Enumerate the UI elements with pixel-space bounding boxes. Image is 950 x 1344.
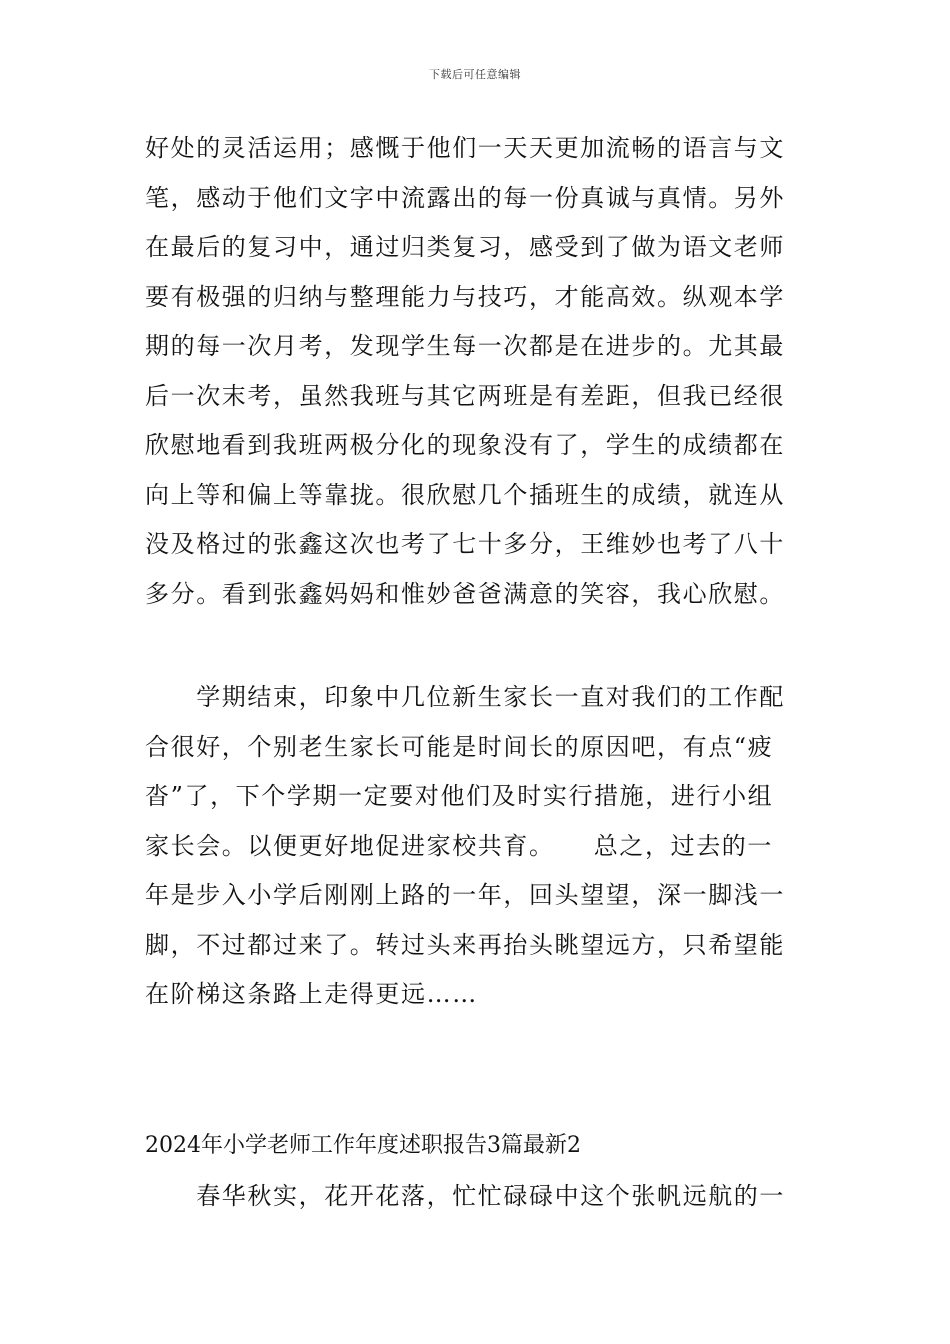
text-line: 年是步入小学后刚刚上路的一年，回头望望，深一脚浅一 bbox=[145, 881, 785, 909]
text-line: 要有极强的归纳与整理能力与技巧，才能高效。纵观本学 bbox=[145, 282, 785, 311]
text-line: 学期结束，印象中几位新生家长一直对我们的工作配 bbox=[145, 683, 785, 711]
paragraph-3 bbox=[145, 1172, 805, 1222]
text-line: 多分。看到张鑫妈妈和惟妙爸爸满意的笑容，我心欣慰。 bbox=[145, 579, 785, 608]
text-line: 没及格过的张鑫这次也考了七十多分，王维妙也考了八十 bbox=[145, 530, 785, 558]
paragraph-2 bbox=[145, 673, 805, 1020]
text-line: 向上等和偏上等靠拢。很欣慰几个插班生的成绩，就连从 bbox=[145, 480, 785, 509]
section-heading: 2024年小学老师工作年度述职报告3篇最新2 bbox=[145, 1133, 581, 1158]
paragraph-1 bbox=[145, 124, 805, 619]
text-line: 笔，感动于他们文字中流露出的每一份真诚与真情。另外 bbox=[145, 183, 785, 212]
page-header: 下载后可任意编辑 bbox=[429, 68, 521, 81]
text-line: 期的每一次月考，发现学生每一次都是在进步的。尤其最 bbox=[145, 332, 785, 360]
text-line: 脚，不过都过来了。转过头来再抬头眺望远方，只希望能 bbox=[145, 930, 785, 959]
text-line: 在最后的复习中，通过归类复习，感受到了做为语文老师 bbox=[145, 233, 785, 261]
text-line: 在阶梯这条路上走得更远…… bbox=[145, 980, 478, 1008]
text-line: 春华秋实，花开花落，忙忙碌碌中这个张帆远航的一 bbox=[145, 1182, 785, 1210]
text-line: 欣慰地看到我班两极分化的现象没有了，学生的成绩都在 bbox=[145, 431, 785, 459]
text-line: 家长会。以便更好地促进家校共育。 总之，过去的一 bbox=[145, 831, 773, 860]
text-line: 合很好，个别老生家长可能是时间长的原因吧，有点“疲 bbox=[145, 732, 774, 761]
text-line: 沓”了，下个学期一定要对他们及时实行措施，进行小组 bbox=[145, 782, 774, 810]
text-line: 后一次末考，虽然我班与其它两班是有差距，但我已经很 bbox=[145, 381, 785, 410]
text-line: 好处的灵活运用；感慨于他们一天天更加流畅的语言与文 bbox=[145, 134, 785, 162]
